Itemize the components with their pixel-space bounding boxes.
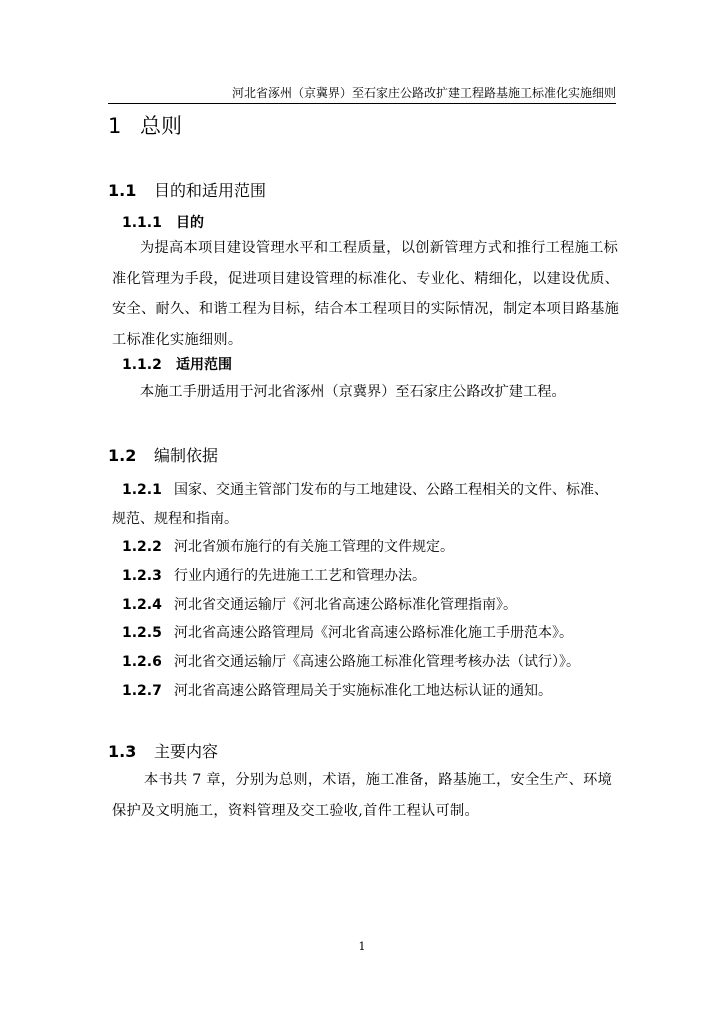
paragraph-purpose: 为提高本项目建设管理水平和工程质量，以创新管理方式和推行工程施工标准化管理为手段，促进项目建设管理的标准化、专业化、精细化，以建设优质、安全、耐久、和谐工程为目标，结合本工程项目的实际情况，制定本项目路基施工标准化实施细则。 [112, 240, 620, 348]
list-item [122, 622, 573, 642]
section-heading-1-3 [108, 739, 218, 762]
section-number: 1.1 [108, 181, 137, 200]
section-number: 1.2 [108, 446, 137, 465]
section-number: 1.3 [108, 742, 137, 761]
chapter-number: 1 [108, 114, 122, 138]
subsection-title: 适用范围 [176, 357, 232, 373]
section-heading-1-2 [108, 443, 218, 466]
item-text: 国家、交通主管部门发布的与工地建设、公路工程相关的文件、标准、 [174, 482, 608, 498]
section-title: 目的和适用范围 [154, 181, 267, 200]
running-header: 河北省涿州（京冀界）至石家庄公路改扩建工程路基施工标准化实施细则 [108, 86, 616, 104]
item-text: 河北省颁布施行的有关施工管理的文件规定。 [174, 539, 454, 555]
item-number: 1.2.7 [122, 683, 162, 699]
list-item [122, 594, 517, 614]
item-text: 河北省交通运输厅《高速公路施工标准化管理考核办法（试行）》。 [174, 654, 580, 670]
chapter-heading [108, 110, 182, 140]
item-text: 河北省高速公路管理局关于实施标准化工地达标认证的通知。 [174, 683, 552, 699]
item-number: 1.2.5 [122, 625, 162, 641]
chapter-title: 总则 [140, 114, 182, 138]
list-item [122, 479, 608, 499]
paragraph-scope: 本施工手册适用于河北省涿州（京冀界）至石家庄公路改扩建工程。 [140, 384, 566, 400]
subsection-title: 目的 [176, 215, 204, 231]
section-heading-1-1 [108, 178, 266, 201]
item-number: 1.2.6 [122, 654, 162, 670]
item-number: 1.2.2 [122, 539, 162, 555]
section-title: 主要内容 [154, 742, 219, 761]
item-number: 1.2.4 [122, 597, 162, 613]
item-text: 河北省交通运输厅《河北省高速公路标准化管理指南》。 [174, 597, 517, 613]
item-text: 河北省高速公路管理局《河北省高速公路标准化施工手册范本》。 [174, 625, 573, 641]
subsection-number: 1.1.2 [122, 357, 162, 373]
list-item [122, 651, 580, 671]
section-title: 编制依据 [154, 446, 219, 465]
item-number: 1.2.1 [122, 482, 162, 498]
subsection-heading-1-1-2 [122, 354, 232, 374]
subsection-number: 1.1.1 [122, 215, 162, 231]
subsection-heading-1-1-1 [122, 212, 204, 232]
item-text: 行业内通行的先进施工工艺和管理办法。 [174, 568, 426, 584]
paragraph-contents: 本书共 7 章，分别为总则，术语，施工准备，路基施工，安全生产、环境保护及文明施工，资料管理及交工验收,首件工程认可制。 [112, 772, 613, 819]
item-number: 1.2.3 [122, 568, 162, 584]
list-item [122, 536, 454, 556]
list-item [122, 680, 552, 700]
list-item-continuation: 规范、规程和指南。 [112, 511, 238, 527]
list-item [122, 565, 426, 585]
page-number: 1 [358, 940, 366, 953]
